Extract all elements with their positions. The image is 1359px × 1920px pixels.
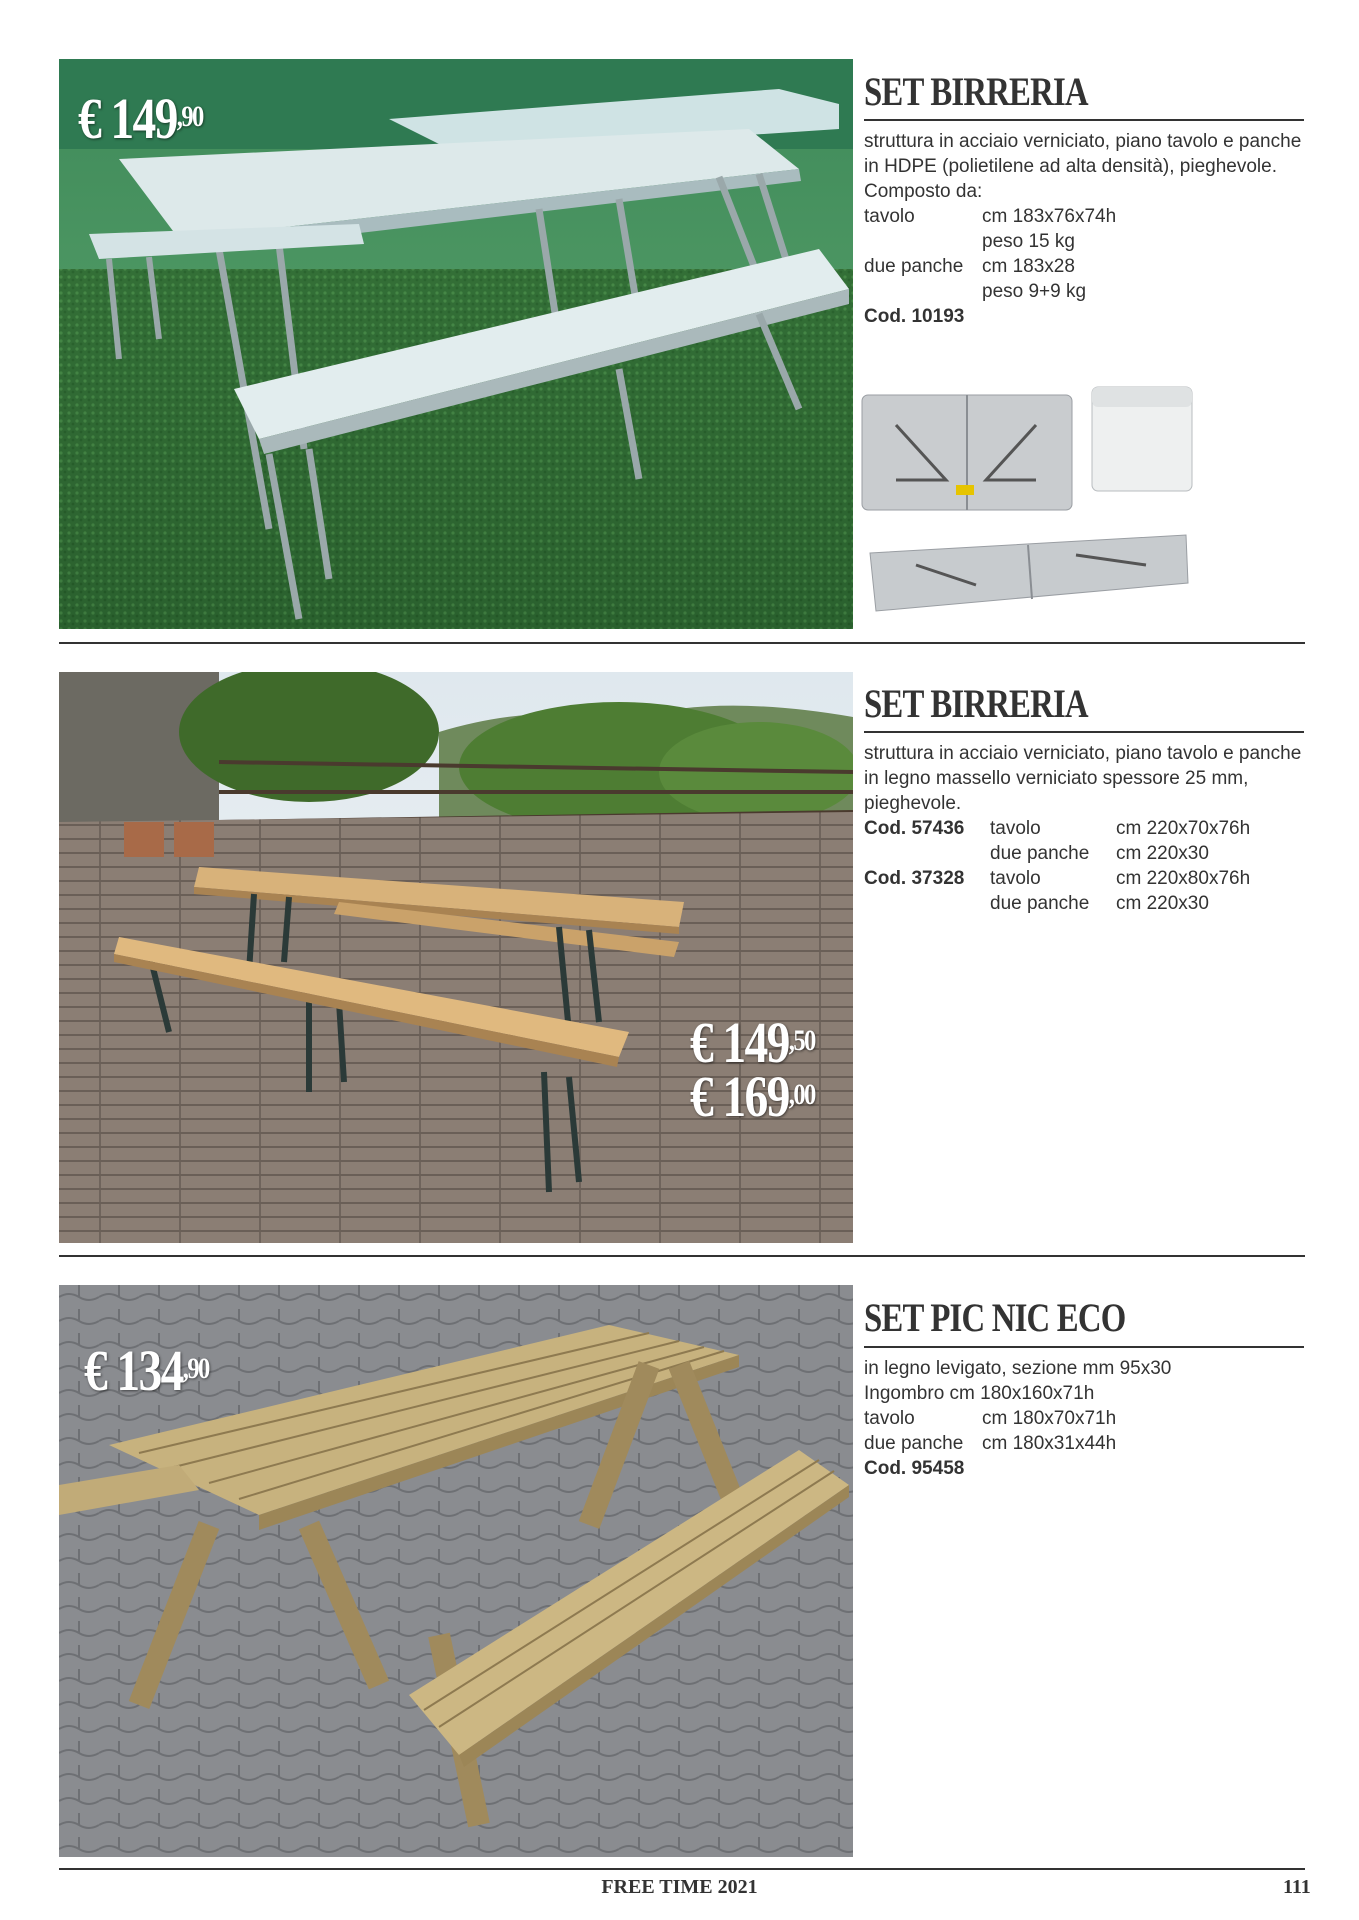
price-main: € 134 <box>84 1338 183 1403</box>
spec-value: cm 220x30 <box>1116 893 1209 914</box>
spec-label <box>864 279 982 304</box>
spec-value: cm 220x30 <box>1116 843 1209 864</box>
description-text: struttura in acciaio verniciato, piano tavolo e panche in HDPE (polietilene ad alta densità), pieghevole. <box>864 131 1302 177</box>
price-folding-set <box>78 86 203 151</box>
variant-row <box>864 891 1314 916</box>
product-code: Cod. 95458 <box>864 1458 965 1479</box>
spec-label: tavolo <box>864 206 915 227</box>
description-line: in legno levigato, sezione mm 95x30 <box>864 1358 1172 1379</box>
spec-row <box>864 1406 1314 1431</box>
price-cents: ,90 <box>182 1352 209 1385</box>
description-text: struttura in acciaio verniciato, piano tavolo e panche in legno massello verniciato spessore 25 mm, pieghevole. <box>864 743 1302 814</box>
footer-title: FREE TIME 2021 <box>601 1876 758 1898</box>
spec-label: due panche <box>990 843 1090 864</box>
spec-value: cm 220x80x76h <box>1116 868 1251 889</box>
spec-label: due panche <box>864 1433 964 1454</box>
spec-label: tavolo <box>864 1408 915 1429</box>
section-separator <box>59 642 1305 644</box>
spec-label: tavolo <box>990 818 1041 839</box>
spec-row <box>864 229 1314 254</box>
spec-value: cm 220x70x76h <box>1116 818 1251 839</box>
spec-label: due panche <box>864 256 964 277</box>
variant-row <box>864 866 1314 891</box>
title-underline <box>864 119 1304 121</box>
variant-row <box>864 841 1314 866</box>
product-code: Cod. 10193 <box>864 306 965 327</box>
page-number: 111 <box>1283 1876 1311 1898</box>
spec-value: cm 183x28 <box>982 256 1075 277</box>
section-separator <box>59 1255 1305 1257</box>
spec-label: tavolo <box>990 868 1041 889</box>
spec-row <box>864 204 1314 229</box>
spec-label: due panche <box>990 893 1090 914</box>
product-title-folding-set: SET BIRRERIA <box>864 69 1088 114</box>
spec-row <box>864 1431 1314 1456</box>
price-main: € 149 <box>690 1010 789 1075</box>
title-underline <box>864 731 1304 733</box>
spec-value: cm 180x31x44h <box>982 1433 1117 1454</box>
price-main: € 149 <box>78 86 177 151</box>
composed-label: Composto da: <box>864 181 983 202</box>
spec-value: peso 9+9 kg <box>982 281 1087 302</box>
spec-value: peso 15 kg <box>982 231 1075 252</box>
folded-table-thumbnail-icon <box>856 385 1196 631</box>
variant-code: Cod. 57436 <box>864 818 965 839</box>
product-description-picnic-table <box>864 1356 1314 1481</box>
price-cents: ,90 <box>176 100 203 133</box>
spec-value: cm 180x70x71h <box>982 1408 1117 1429</box>
product-title-wooden-beer-set: SET BIRRERIA <box>864 681 1088 726</box>
price-main: € 169 <box>690 1064 789 1129</box>
spec-label <box>864 229 982 254</box>
product-description-folding-set <box>864 129 1314 329</box>
price-cents: ,00 <box>788 1078 815 1111</box>
variant-row <box>864 816 1314 841</box>
product-description-wooden-beer-set <box>864 741 1314 916</box>
spec-row <box>864 279 1314 304</box>
price-picnic-table <box>84 1338 209 1403</box>
price-cents: ,50 <box>788 1024 815 1057</box>
footer-separator <box>59 1868 1305 1870</box>
product-photo-wooden-beer-set <box>59 672 853 1243</box>
folded-table-thumbnails <box>856 385 1196 631</box>
description-line: Ingombro cm 180x160x71h <box>864 1383 1095 1404</box>
price-wooden-set-b <box>690 1064 815 1129</box>
product-title-picnic-table: SET PIC NIC ECO <box>864 1295 1126 1340</box>
spec-row <box>864 254 1314 279</box>
wooden-beer-set-photo-icon <box>59 672 853 1243</box>
spec-value: cm 183x76x74h <box>982 206 1117 227</box>
title-underline <box>864 1346 1304 1348</box>
variant-code: Cod. 37328 <box>864 868 965 889</box>
